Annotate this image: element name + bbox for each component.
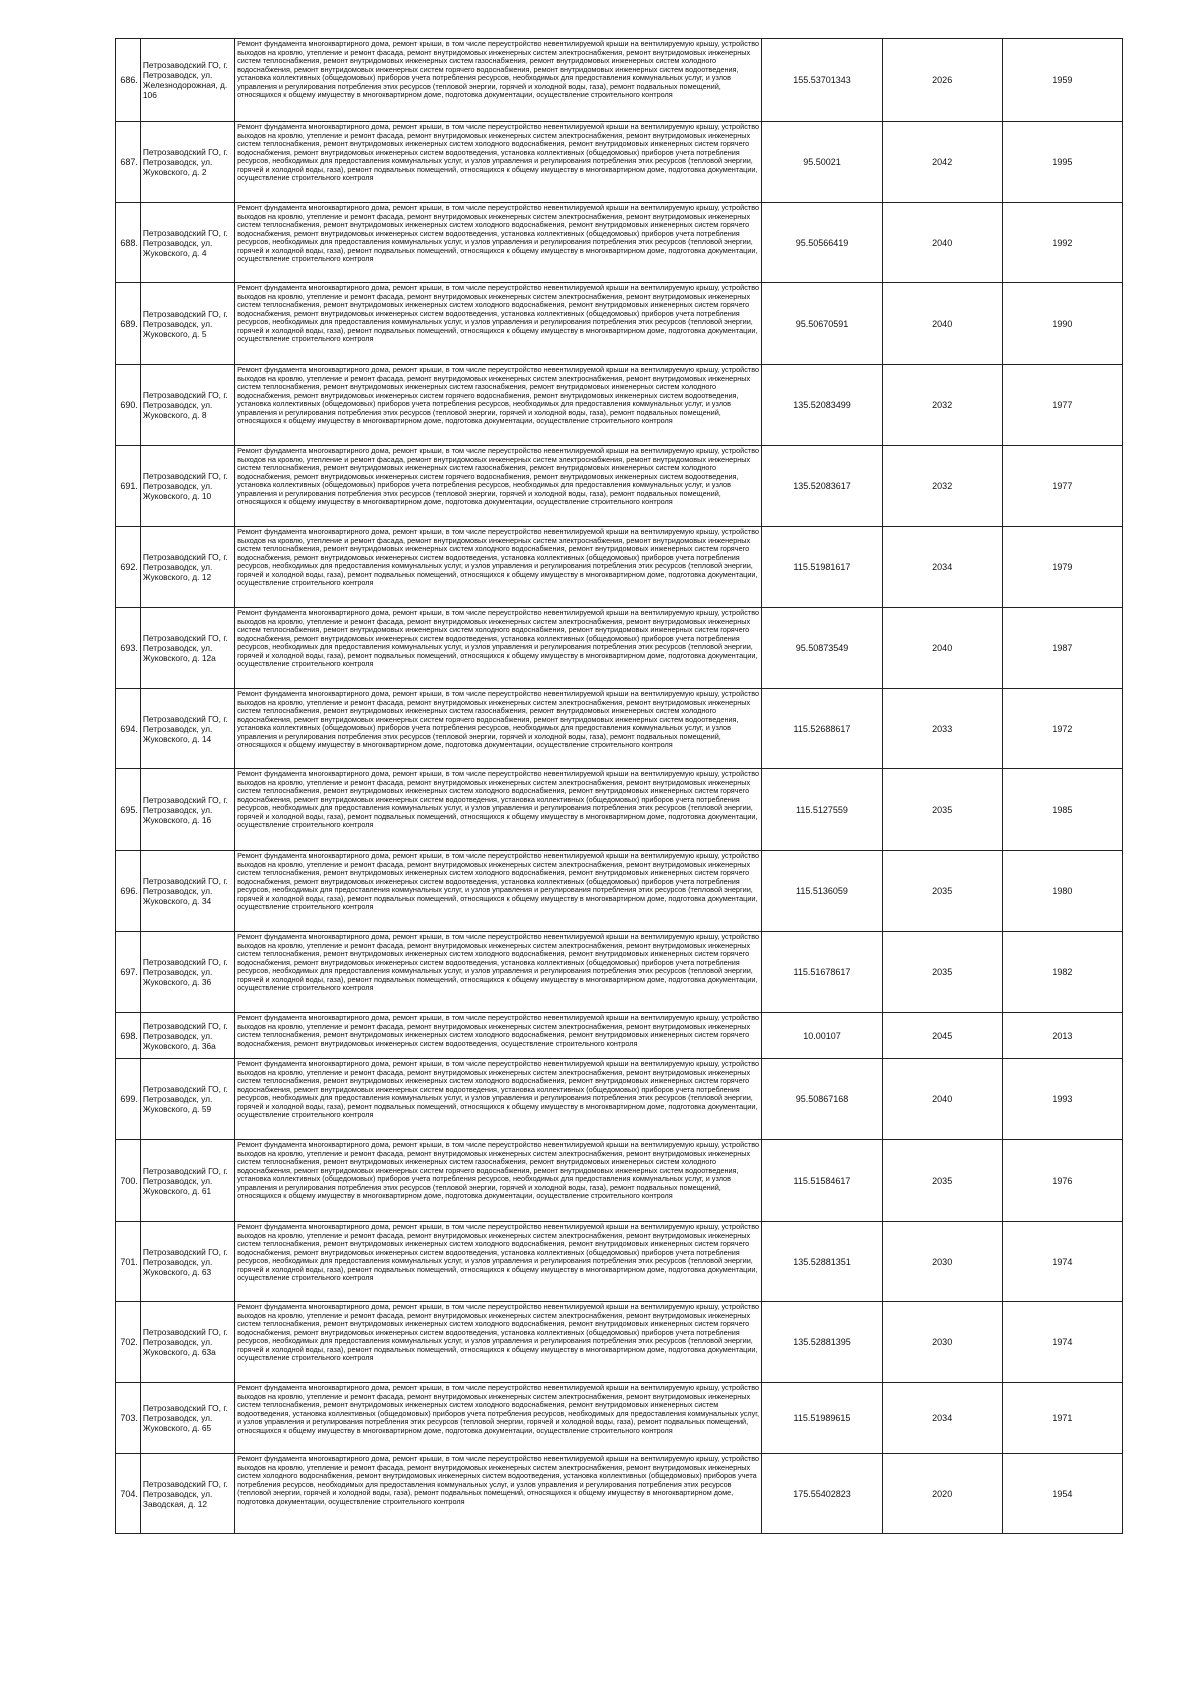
cost-cell: 95.50566419 bbox=[762, 203, 882, 283]
table-row bbox=[116, 446, 1123, 527]
cost-cell: 135.52881395 bbox=[762, 1302, 882, 1383]
address-cell: Петрозаводский ГО, г. Петрозаводск, ул. Железнодорожная, д. 106 bbox=[140, 39, 234, 122]
row-number: 690. bbox=[116, 365, 141, 446]
construction-year-cell: 1979 bbox=[1002, 527, 1122, 608]
works-cell: Ремонт фундамента многоквартирного дома, ремонт крыши, в том числе переустройство невентилируемой крыши на вентилируемую крышу, устройство выходов на кровлю, утепление и ремонт фасада, ремонт внутридомовых инженерных систем электроснабжения, ремонт внутридомовых инженерных систем теплоснабжения, ремонт внутридомовых инженерных систем холодного водоснабжения, ремонт внутридомовых инженерных систем горячего водоснабжения, ремонт внутридомовых инженерных систем водоотведения, осуществление строительного контроля bbox=[235, 1013, 762, 1059]
table-row bbox=[116, 203, 1123, 283]
row-number: 704. bbox=[116, 1454, 141, 1534]
construction-year-cell: 1974 bbox=[1002, 1302, 1122, 1383]
works-cell: Ремонт фундамента многоквартирного дома, ремонт крыши, в том числе переустройство невентилируемой крыши на вентилируемую крышу, устройство выходов на кровлю, утепление и ремонт фасада, ремонт внутридомовых инженерных систем электроснабжения, ремонт внутридомовых инженерных систем теплоснабжения, ремонт внутридомовых инженерных систем холодного водоснабжения, ремонт внутридомовых инженерных систем горячего водоснабжения, ремонт внутридомовых инженерных систем водоотведения, установка коллективных (общедомовых) приборов учета потребления ресурсов, необходимых для предоставления коммунальных услуг, и узлов управления и регулирования потребления этих ресурсов (тепловой энергии, горячей и холодной воды, газа), ремонт подвальных помещений, относящихся к общему имуществу в многоквартирном доме, подготовка документации, осуществление строительного контроля bbox=[235, 1059, 762, 1140]
planned-year-cell: 2040 bbox=[882, 283, 1002, 365]
table-row bbox=[116, 1383, 1123, 1454]
row-number: 703. bbox=[116, 1383, 141, 1454]
construction-year-cell: 1976 bbox=[1002, 1140, 1122, 1222]
planned-year-cell: 2035 bbox=[882, 769, 1002, 851]
cost-cell: 115.51981617 bbox=[762, 527, 882, 608]
cost-cell: 135.52083499 bbox=[762, 365, 882, 446]
planned-year-cell: 2040 bbox=[882, 608, 1002, 689]
construction-year-cell: 1987 bbox=[1002, 608, 1122, 689]
address-cell: Петрозаводский ГО, г. Петрозаводск, ул. Жуковского, д. 12 bbox=[140, 527, 234, 608]
table-row bbox=[116, 851, 1123, 932]
construction-year-cell: 1972 bbox=[1002, 689, 1122, 769]
table-row bbox=[116, 1302, 1123, 1383]
planned-year-cell: 2034 bbox=[882, 1383, 1002, 1454]
planned-year-cell: 2020 bbox=[882, 1454, 1002, 1534]
construction-year-cell: 1995 bbox=[1002, 122, 1122, 203]
works-cell: Ремонт фундамента многоквартирного дома, ремонт крыши, в том числе переустройство невентилируемой крыши на вентилируемую крышу, устройство выходов на кровлю, утепление и ремонт фасада, ремонт внутридомовых инженерных систем электроснабжения, ремонт внутридомовых инженерных систем теплоснабжения, ремонт внутридомовых инженерных систем газоснабжения, ремонт внутридомовых инженерных систем холодного водоснабжения, ремонт внутридомовых инженерных систем горячего водоснабжения, ремонт внутридомовых инженерных систем водоотведения, установка коллективных (общедомовых) приборов учета потребления ресурсов, необходимых для предоставления коммунальных услуг, и узлов управления и регулирования потребления этих ресурсов (тепловой энергии, горячей и холодной воды, газа), ремонт подвальных помещений, относящихся к общему имуществу в многоквартирном доме, подготовка документации, осуществление строительного контроля bbox=[235, 446, 762, 527]
address-cell: Петрозаводский ГО, г. Петрозаводск, ул. Жуковского, д. 16 bbox=[140, 769, 234, 851]
table-row bbox=[116, 1454, 1123, 1534]
row-number: 701. bbox=[116, 1222, 141, 1302]
cost-cell: 95.50873549 bbox=[762, 608, 882, 689]
table-row bbox=[116, 283, 1123, 365]
row-number: 692. bbox=[116, 527, 141, 608]
works-cell: Ремонт фундамента многоквартирного дома, ремонт крыши, в том числе переустройство невентилируемой крыши на вентилируемую крышу, устройство выходов на кровлю, утепление и ремонт фасада, ремонт внутридомовых инженерных систем электроснабжения, ремонт внутридомовых инженерных систем теплоснабжения, ремонт внутридомовых инженерных систем холодного водоснабжения, ремонт внутридомовых инженерных систем горячего водоснабжения, ремонт внутридомовых инженерных систем водоотведения, установка коллективных (общедомовых) приборов учета потребления ресурсов, необходимых для предоставления коммунальных услуг, и узлов управления и регулирования потребления этих ресурсов (тепловой энергии, горячей и холодной воды, газа), ремонт подвальных помещений, относящихся к общему имуществу в многоквартирном доме, подготовка документации, осуществление строительного контроля bbox=[235, 122, 762, 203]
cost-cell: 95.50021 bbox=[762, 122, 882, 203]
row-number: 688. bbox=[116, 203, 141, 283]
row-number: 697. bbox=[116, 932, 141, 1013]
table-row bbox=[116, 1013, 1123, 1059]
cost-cell: 115.5127559 bbox=[762, 769, 882, 851]
table-row bbox=[116, 365, 1123, 446]
address-cell: Петрозаводский ГО, г. Петрозаводск, ул. Жуковского, д. 63 bbox=[140, 1222, 234, 1302]
table-row bbox=[116, 122, 1123, 203]
cost-cell: 115.51989615 bbox=[762, 1383, 882, 1454]
address-cell: Петрозаводский ГО, г. Петрозаводск, ул. Жуковского, д. 4 bbox=[140, 203, 234, 283]
address-cell: Петрозаводский ГО, г. Петрозаводск, ул. Жуковского, д. 10 bbox=[140, 446, 234, 527]
document-page bbox=[115, 38, 1123, 1534]
cost-cell: 115.5136059 bbox=[762, 851, 882, 932]
cost-cell: 95.50670591 bbox=[762, 283, 882, 365]
cost-cell: 95.50867168 bbox=[762, 1059, 882, 1140]
construction-year-cell: 1993 bbox=[1002, 1059, 1122, 1140]
planned-year-cell: 2030 bbox=[882, 1222, 1002, 1302]
construction-year-cell: 1974 bbox=[1002, 1222, 1122, 1302]
address-cell: Петрозаводский ГО, г. Петрозаводск, ул. Жуковского, д. 14 bbox=[140, 689, 234, 769]
construction-year-cell: 2013 bbox=[1002, 1013, 1122, 1059]
planned-year-cell: 2042 bbox=[882, 122, 1002, 203]
row-number: 687. bbox=[116, 122, 141, 203]
cost-cell: 135.52881351 bbox=[762, 1222, 882, 1302]
planned-year-cell: 2040 bbox=[882, 203, 1002, 283]
row-number: 699. bbox=[116, 1059, 141, 1140]
row-number: 694. bbox=[116, 689, 141, 769]
cost-cell: 115.52688617 bbox=[762, 689, 882, 769]
planned-year-cell: 2040 bbox=[882, 1059, 1002, 1140]
cost-cell: 10.00107 bbox=[762, 1013, 882, 1059]
address-cell: Петрозаводский ГО, г. Петрозаводск, ул. Жуковского, д. 36а bbox=[140, 1013, 234, 1059]
planned-year-cell: 2035 bbox=[882, 851, 1002, 932]
works-cell: Ремонт фундамента многоквартирного дома, ремонт крыши, в том числе переустройство невентилируемой крыши на вентилируемую крышу, устройство выходов на кровлю, утепление и ремонт фасада, ремонт внутридомовых инженерных систем электроснабжения, ремонт внутридомовых инженерных систем теплоснабжения, ремонт внутридомовых инженерных систем холодного водоснабжения, ремонт внутридомовых инженерных систем горячего водоснабжения, ремонт внутридомовых инженерных систем водоотведения, установка коллективных (общедомовых) приборов учета потребления ресурсов, необходимых для предоставления коммунальных услуг, и узлов управления и регулирования потребления этих ресурсов (тепловой энергии, горячей и холодной воды, газа), ремонт подвальных помещений, относящихся к общему имуществу в многоквартирном доме, подготовка документации, осуществление строительного контроля bbox=[235, 608, 762, 689]
row-number: 691. bbox=[116, 446, 141, 527]
cost-cell: 135.52083617 bbox=[762, 446, 882, 527]
table-row bbox=[116, 689, 1123, 769]
table-row bbox=[116, 527, 1123, 608]
planned-year-cell: 2033 bbox=[882, 689, 1002, 769]
planned-year-cell: 2034 bbox=[882, 527, 1002, 608]
works-cell: Ремонт фундамента многоквартирного дома, ремонт крыши, в том числе переустройство невентилируемой крыши на вентилируемую крышу, устройство выходов на кровлю, утепление и ремонт фасада, ремонт внутридомовых инженерных систем электроснабжения, ремонт внутридомовых инженерных систем теплоснабжения, ремонт внутридомовых инженерных систем холодного водоснабжения, ремонт внутридомовых инженерных систем горячего водоснабжения, ремонт внутридомовых инженерных систем водоотведения, установка коллективных (общедомовых) приборов учета потребления ресурсов, необходимых для предоставления коммунальных услуг, и узлов управления и регулирования потребления этих ресурсов (тепловой энергии, горячей и холодной воды, газа), ремонт подвальных помещений, относящихся к общему имуществу в многоквартирном доме, подготовка документации, осуществление строительного контроля bbox=[235, 932, 762, 1013]
table-row bbox=[116, 608, 1123, 689]
planned-year-cell: 2045 bbox=[882, 1013, 1002, 1059]
table-body bbox=[116, 39, 1123, 1534]
row-number: 702. bbox=[116, 1302, 141, 1383]
works-cell: Ремонт фундамента многоквартирного дома, ремонт крыши, в том числе переустройство невентилируемой крыши на вентилируемую крышу, устройство выходов на кровлю, утепление и ремонт фасада, ремонт внутридомовых инженерных систем электроснабжения, ремонт внутридомовых инженерных систем теплоснабжения, ремонт внутридомовых инженерных систем газоснабжения, ремонт внутридомовых инженерных систем холодного водоснабжения, ремонт внутридомовых инженерных систем горячего водоснабжения, ремонт внутридомовых инженерных систем водоотведения, установка коллективных (общедомовых) приборов учета потребления ресурсов, необходимых для предоставления коммунальных услуг, и узлов управления и регулирования потребления этих ресурсов (тепловой энергии, горячей и холодной воды, газа), ремонт подвальных помещений, относящихся к общему имуществу в многоквартирном доме, подготовка документации, осуществление строительного контроля bbox=[235, 365, 762, 446]
construction-year-cell: 1954 bbox=[1002, 1454, 1122, 1534]
works-cell: Ремонт фундамента многоквартирного дома, ремонт крыши, в том числе переустройство невентилируемой крыши на вентилируемую крышу, устройство выходов на кровлю, утепление и ремонт фасада, ремонт внутридомовых инженерных систем электроснабжения, ремонт внутридомовых инженерных систем теплоснабжения, ремонт внутридомовых инженерных систем холодного водоснабжения, ремонт внутридомовых инженерных систем горячего водоснабжения, ремонт внутридомовых инженерных систем водоотведения, установка коллективных (общедомовых) приборов учета потребления ресурсов, необходимых для предоставления коммунальных услуг, и узлов управления и регулирования потребления этих ресурсов (тепловой энергии, горячей и холодной воды, газа), ремонт подвальных помещений, относящихся к общему имуществу в многоквартирном доме, подготовка документации, осуществление строительного контроля bbox=[235, 203, 762, 283]
table-row bbox=[116, 932, 1123, 1013]
works-cell: Ремонт фундамента многоквартирного дома, ремонт крыши, в том числе переустройство невентилируемой крыши на вентилируемую крышу, устройство выходов на кровлю, утепление и ремонт фасада, ремонт внутридомовых инженерных систем электроснабжения, ремонт внутридомовых инженерных систем теплоснабжения, ремонт внутридомовых инженерных систем холодного водоснабжения, ремонт внутридомовых инженерных систем горячего водоснабжения, ремонт внутридомовых инженерных систем водоотведения, установка коллективных (общедомовых) приборов учета потребления ресурсов, необходимых для предоставления коммунальных услуг, и узлов управления и регулирования потребления этих ресурсов (тепловой энергии, горячей и холодной воды, газа), ремонт подвальных помещений, относящихся к общему имуществу в многоквартирном доме, подготовка документации, осуществление строительного контроля bbox=[235, 527, 762, 608]
address-cell: Петрозаводский ГО, г. Петрозаводск, ул. Жуковского, д. 34 bbox=[140, 851, 234, 932]
address-cell: Петрозаводский ГО, г. Петрозаводск, ул. Жуковского, д. 63а bbox=[140, 1302, 234, 1383]
address-cell: Петрозаводский ГО, г. Петрозаводск, ул. Жуковского, д. 8 bbox=[140, 365, 234, 446]
cost-cell: 155.53701343 bbox=[762, 39, 882, 122]
construction-year-cell: 1977 bbox=[1002, 446, 1122, 527]
works-cell: Ремонт фундамента многоквартирного дома, ремонт крыши, в том числе переустройство невентилируемой крыши на вентилируемую крышу, устройство выходов на кровлю, утепление и ремонт фасада, ремонт внутридомовых инженерных систем электроснабжения, ремонт внутридомовых инженерных систем теплоснабжения, ремонт внутридомовых инженерных систем газоснабжения, ремонт внутридомовых инженерных систем холодного водоснабжения, ремонт внутридомовых инженерных систем горячего водоснабжения, ремонт внутридомовых инженерных систем водоотведения, установка коллективных (общедомовых) приборов учета потребления ресурсов, необходимых для предоставления коммунальных услуг, и узлов управления и регулирования потребления этих ресурсов (тепловой энергии, горячей и холодной воды, газа), ремонт подвальных помещений, относящихся к общему имуществу в многоквартирном доме, подготовка документации, осуществление строительного контроля bbox=[235, 1140, 762, 1222]
address-cell: Петрозаводский ГО, г. Петрозаводск, ул. Жуковского, д. 65 bbox=[140, 1383, 234, 1454]
row-number: 700. bbox=[116, 1140, 141, 1222]
construction-year-cell: 1971 bbox=[1002, 1383, 1122, 1454]
address-cell: Петрозаводский ГО, г. Петрозаводск, ул. Жуковского, д. 2 bbox=[140, 122, 234, 203]
construction-year-cell: 1977 bbox=[1002, 365, 1122, 446]
cost-cell: 115.51678617 bbox=[762, 932, 882, 1013]
planned-year-cell: 2035 bbox=[882, 1140, 1002, 1222]
row-number: 695. bbox=[116, 769, 141, 851]
table-row bbox=[116, 1140, 1123, 1222]
address-cell: Петрозаводский ГО, г. Петрозаводск, ул. Жуковского, д. 59 bbox=[140, 1059, 234, 1140]
construction-year-cell: 1959 bbox=[1002, 39, 1122, 122]
table-row bbox=[116, 769, 1123, 851]
address-cell: Петрозаводский ГО, г. Петрозаводск, ул. Жуковского, д. 61 bbox=[140, 1140, 234, 1222]
table-row bbox=[116, 1222, 1123, 1302]
works-cell: Ремонт фундамента многоквартирного дома, ремонт крыши, в том числе переустройство невентилируемой крыши на вентилируемую крышу, устройство выходов на кровлю, утепление и ремонт фасада, ремонт внутридомовых инженерных систем электроснабжения, ремонт внутридомовых инженерных систем теплоснабжения, ремонт внутридомовых инженерных систем газоснабжения, ремонт внутридомовых инженерных систем холодного водоснабжения, ремонт внутридомовых инженерных систем горячего водоснабжения, ремонт внутридомовых инженерных систем водоотведения, установка коллективных (общедомовых) приборов учета потребления ресурсов, необходимых для предоставления коммунальных услуг, и узлов управления и регулирования потребления этих ресурсов (тепловой энергии, горячей и холодной воды, газа), ремонт подвальных помещений, относящихся к общему имуществу в многоквартирном доме, подготовка документации, осуществление строительного контроля bbox=[235, 39, 762, 122]
cost-cell: 175.55402823 bbox=[762, 1454, 882, 1534]
construction-year-cell: 1980 bbox=[1002, 851, 1122, 932]
construction-year-cell: 1982 bbox=[1002, 932, 1122, 1013]
planned-year-cell: 2032 bbox=[882, 446, 1002, 527]
works-cell: Ремонт фундамента многоквартирного дома, ремонт крыши, в том числе переустройство невентилируемой крыши на вентилируемую крышу, устройство выходов на кровлю, утепление и ремонт фасада, ремонт внутридомовых инженерных систем электроснабжения, ремонт внутридомовых инженерных систем теплоснабжения, ремонт внутридомовых инженерных систем холодного водоснабжения, ремонт внутридомовых инженерных систем горячего водоснабжения, ремонт внутридомовых инженерных систем водоотведения, установка коллективных (общедомовых) приборов учета потребления ресурсов, необходимых для предоставления коммунальных услуг, и узлов управления и регулирования потребления этих ресурсов (тепловой энергии, горячей и холодной воды, газа), ремонт подвальных помещений, относящихся к общему имуществу в многоквартирном доме, подготовка документации, осуществление строительного контроля bbox=[235, 283, 762, 365]
repair-program-table bbox=[115, 38, 1123, 1534]
row-number: 698. bbox=[116, 1013, 141, 1059]
cost-cell: 115.51584617 bbox=[762, 1140, 882, 1222]
works-cell: Ремонт фундамента многоквартирного дома, ремонт крыши, в том числе переустройство невентилируемой крыши на вентилируемую крышу, устройство выходов на кровлю, утепление и ремонт фасада, ремонт внутридомовых инженерных систем электроснабжения, ремонт внутридомовых инженерных систем теплоснабжения, ремонт внутридомовых инженерных систем холодного водоснабжения, ремонт внутридомовых инженерных систем горячего водоснабжения, ремонт внутридомовых инженерных систем водоотведения, установка коллективных (общедомовых) приборов учета потребления ресурсов, необходимых для предоставления коммунальных услуг, и узлов управления и регулирования потребления этих ресурсов (тепловой энергии, горячей и холодной воды, газа), ремонт подвальных помещений, относящихся к общему имуществу в многоквартирном доме, подготовка документации, осуществление строительного контроля bbox=[235, 1222, 762, 1302]
address-cell: Петрозаводский ГО, г. Петрозаводск, ул. Жуковского, д. 36 bbox=[140, 932, 234, 1013]
construction-year-cell: 1985 bbox=[1002, 769, 1122, 851]
row-number: 693. bbox=[116, 608, 141, 689]
works-cell: Ремонт фундамента многоквартирного дома, ремонт крыши, в том числе переустройство невентилируемой крыши на вентилируемую крышу, устройство выходов на кровлю, утепление и ремонт фасада, ремонт внутридомовых инженерных систем электроснабжения, ремонт внутридомовых инженерных систем теплоснабжения, ремонт внутридомовых инженерных систем холодного водоснабжения, ремонт внутридомовых инженерных систем водоотведения, установка коллективных (общедомовых) приборов учета потребления ресурсов, необходимых для предоставления коммунальных услуг, и узлов управления и регулирования потребления этих ресурсов (тепловой энергии, горячей и холодной воды, газа), ремонт подвальных помещений, относящихся к общему имуществу в многоквартирном доме, подготовка документации, осуществление строительного контроля bbox=[235, 1383, 762, 1454]
works-cell: Ремонт фундамента многоквартирного дома, ремонт крыши, в том числе переустройство невентилируемой крыши на вентилируемую крышу, устройство выходов на кровлю, утепление и ремонт фасада, ремонт внутридомовых инженерных систем электроснабжения, ремонт внутридомовых инженерных систем теплоснабжения, ремонт внутридомовых инженерных систем холодного водоснабжения, ремонт внутридомовых инженерных систем горячего водоснабжения, ремонт внутридомовых инженерных систем водоотведения, установка коллективных (общедомовых) приборов учета потребления ресурсов, необходимых для предоставления коммунальных услуг, и узлов управления и регулирования потребления этих ресурсов (тепловой энергии, горячей и холодной воды, газа), ремонт подвальных помещений, относящихся к общему имуществу в многоквартирном доме, подготовка документации, осуществление строительного контроля bbox=[235, 851, 762, 932]
construction-year-cell: 1992 bbox=[1002, 203, 1122, 283]
construction-year-cell: 1990 bbox=[1002, 283, 1122, 365]
address-cell: Петрозаводский ГО, г. Петрозаводск, ул. Жуковского, д. 12а bbox=[140, 608, 234, 689]
works-cell: Ремонт фундамента многоквартирного дома, ремонт крыши, в том числе переустройство невентилируемой крыши на вентилируемую крышу, устройство выходов на кровлю, утепление и ремонт фасада, ремонт внутридомовых инженерных систем электроснабжения, ремонт внутридомовых инженерных систем теплоснабжения, ремонт внутридомовых инженерных систем газоснабжения, ремонт внутридомовых инженерных систем холодного водоснабжения, ремонт внутридомовых инженерных систем горячего водоснабжения, ремонт внутридомовых инженерных систем водоотведения, установка коллективных (общедомовых) приборов учета потребления ресурсов, необходимых для предоставления коммунальных услуг, и узлов управления и регулирования потребления этих ресурсов (тепловой энергии, горячей и холодной воды, газа), ремонт подвальных помещений, относящихся к общему имуществу в многоквартирном доме, подготовка документации, осуществление строительного контроля bbox=[235, 689, 762, 769]
table-row bbox=[116, 1059, 1123, 1140]
address-cell: Петрозаводский ГО, г. Петрозаводск, ул. Заводская, д. 12 bbox=[140, 1454, 234, 1534]
works-cell: Ремонт фундамента многоквартирного дома, ремонт крыши, в том числе переустройство невентилируемой крыши на вентилируемую крышу, устройство выходов на кровлю, утепление и ремонт фасада, ремонт внутридомовых инженерных систем электроснабжения, ремонт внутридомовых инженерных систем теплоснабжения, ремонт внутридомовых инженерных систем холодного водоснабжения, ремонт внутридомовых инженерных систем горячего водоснабжения, ремонт внутридомовых инженерных систем водоотведения, установка коллективных (общедомовых) приборов учета потребления ресурсов, необходимых для предоставления коммунальных услуг, и узлов управления и регулирования потребления этих ресурсов (тепловой энергии, горячей и холодной воды, газа), ремонт подвальных помещений, относящихся к общему имуществу в многоквартирном доме, подготовка документации, осуществление строительного контроля bbox=[235, 1302, 762, 1383]
planned-year-cell: 2035 bbox=[882, 932, 1002, 1013]
row-number: 696. bbox=[116, 851, 141, 932]
planned-year-cell: 2032 bbox=[882, 365, 1002, 446]
works-cell: Ремонт фундамента многоквартирного дома, ремонт крыши, в том числе переустройство невентилируемой крыши на вентилируемую крышу, устройство выходов на кровлю, утепление и ремонт фасада, ремонт внутридомовых инженерных систем электроснабжения, ремонт внутридомовых инженерных систем теплоснабжения, ремонт внутридомовых инженерных систем холодного водоснабжения, ремонт внутридомовых инженерных систем горячего водоснабжения, ремонт внутридомовых инженерных систем водоотведения, установка коллективных (общедомовых) приборов учета потребления ресурсов, необходимых для предоставления коммунальных услуг, и узлов управления и регулирования потребления этих ресурсов (тепловой энергии, горячей и холодной воды, газа), ремонт подвальных помещений, относящихся к общему имуществу в многоквартирном доме, подготовка документации, осуществление строительного контроля bbox=[235, 769, 762, 851]
planned-year-cell: 2026 bbox=[882, 39, 1002, 122]
table-row bbox=[116, 39, 1123, 122]
planned-year-cell: 2030 bbox=[882, 1302, 1002, 1383]
row-number: 686. bbox=[116, 39, 141, 122]
row-number: 689. bbox=[116, 283, 141, 365]
works-cell: Ремонт фундамента многоквартирного дома, ремонт крыши, в том числе переустройство невентилируемой крыши на вентилируемую крышу, устройство выходов на кровлю, утепление и ремонт фасада, ремонт внутридомовых инженерных систем электроснабжения, ремонт внутридомовых инженерных систем холодного водоснабжения, ремонт внутридомовых инженерных систем водоотведения, установка коллективных (общедомовых) приборов учета потребления ресурсов, необходимых для предоставления коммунальных услуг, и узлов управления и регулирования потребления этих ресурсов (тепловой энергии, горячей и холодной воды, газа), ремонт подвальных помещений, относящихся к общему имуществу в многоквартирном доме, подготовка документации, осуществление строительного контроля bbox=[235, 1454, 762, 1534]
address-cell: Петрозаводский ГО, г. Петрозаводск, ул. Жуковского, д. 5 bbox=[140, 283, 234, 365]
